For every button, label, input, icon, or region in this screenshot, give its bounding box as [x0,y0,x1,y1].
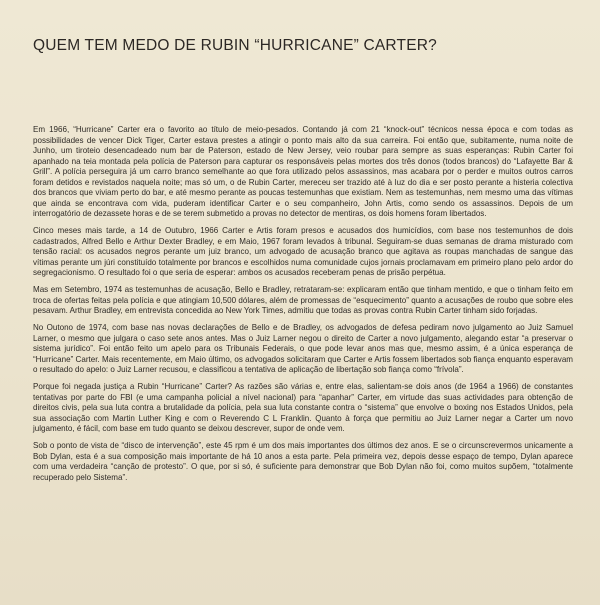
article-paragraph: Mas em Setembro, 1974 as testemunhas de acusação, Bello e Bradley, retrataram-se: explicaram então que tinham mentido, e que o tinham feito em troca de ofertas feitas pela polícia e que atingiam 10,500 dólares, além de promessas de “esquecimento” quanto a acusações de roubo que sobre eles pesavam. Arthur Bradley, em entrevista concedida ao New York Times, admitiu que todas as provas contra Rubin Carter tinham sido forjadas. [33,285,573,315]
page-title: QUEM TEM MEDO DE RUBIN “HURRICANE” CARTER? [33,37,437,54]
article-body [33,125,573,490]
article-paragraph: No Outono de 1974, com base nas novas declarações de Bello e de Bradley, os advogados de defesa pediram novo julgamento ao Juiz Samuel Larner, o mesmo que julgara o caso sete anos antes. Mas o Juiz Larner negou o direito de Carter a novo julgamento, alegando estar “a preservar o sistema jurídico”. Foi então feito um apelo para os Tribunais Federais, o que pode levar anos mas que, mesmo assim, é a única esperança de “Hurricane” Carter. Mais recentemente, em Maio último, os advogados solicitaram que Carter e Artis fossem libertados sob fiança enquanto esperavam o resultado do apelo: o Juiz Larner recusou, e classificou a tentativa de aplicação de libertação sob fiança como “frívola”. [33,323,573,374]
article-paragraph: Em 1966, “Hurricane” Carter era o favorito ao título de meio-pesados. Contando já com 21 “knock-out” técnicos nessa época e com todas as possibilidades de vencer Dick Tiger, Carter estava prestes a atingir o ponto mais alto da sua carreira. Foi então que, subitamente, numa noite de Junho, um tiroteio desencadeado num bar de Paterson, estado de New Jersey, veio roubar para sempre as suas esperanças: Rubin Carter foi apanhado na teia montada pela polícia de Paterson para capturar os responsáveis pelas mortes dos três donos (todos brancos) do “Lafayette Bar & Grill”. A polícia perseguira já um carro branco semelhante ao que fora utilizado pelos assassinos, mas acabara por o perder e muitos outros carros foram detidos e revistados naquela noite; mas só um, o de Rubin Carter, mereceu ser trazido até à luz do dia e ser posto perante a histeria colectiva dos brancos que viviam perto do bar, e até mesmo perante as poucas testemunhas que existiam. Nem as testemunhas, nem mesmo uma das vítimas que ainda se encontrava com vida, puderam identificar Carter e o seu companheiro, John Artis, como sendo os assassinos. Depois de um interrogatório de dezassete horas e de se terem submetido a provas no detector de mentiras, os dois homens foram libertados. [33,125,573,218]
article-paragraph: Cinco meses mais tarde, a 14 de Outubro, 1966 Carter e Artis foram presos e acusados dos humicídios, com base nos testemunhos de dois cadastrados, Alfred Bello e Arthur Dexter Bradley, e em Maio, 1967 foram levados à tribunal. Seguiram-se duas semanas de drama misturado com tensão racial: os acusados negros perante um juiz branco, um advogado de acusação branco que agitava as roupas manchadas de sangue das vítimas perante um júri constituído totalmente por brancos e escolhidos numa comunidade cujos jornais proclamavam em primeiro plano pelo ardor do segregacionismo. O resultado foi o que seria de esperar: ambos os acusados receberam penas de prisão perpétua. [33,226,573,277]
article-paragraph: Porque foi negada justiça a Rubin “Hurricane” Carter? As razões são várias e, entre elas, salientam-se dois anos (de 1964 a 1966) de constantes tentativas por parte do FBI (e uma campanha policial a nível nacional) para “apanhar” Carter, em virtude das suas actividades para obtenção de direitos civis, pela sua luta contra a brutalidade da polícia, pela sua luta constante contra o “sistema” que envolve o boxing nos Estados Unidos, pela sua associação com Martin Luther King e com o Reverendo C L Franklin. Quanto à força que permitiu ao Juiz Larner negar a Carter um novo julgamento, é fácil, com base em tudo quanto se deixou descrever, supor de onde vem. [33,382,573,433]
article-paragraph: Sob o ponto de vista de “disco de intervenção”, este 45 rpm é um dos mais importantes dos últimos dez anos. E se o circunscrevermos unicamente a Bob Dylan, esta é a sua composição mais importante de há 10 anos a esta parte. Pela primeira vez, depois desse espaço de tempo, Dylan aparece com uma verdadeira “canção de protesto”. O que, por si só, é suficiente para demonstrar que Bob Dylan não foi, como muitos supõem, “totalmente recuperado pelo Sistema”. [33,441,573,482]
